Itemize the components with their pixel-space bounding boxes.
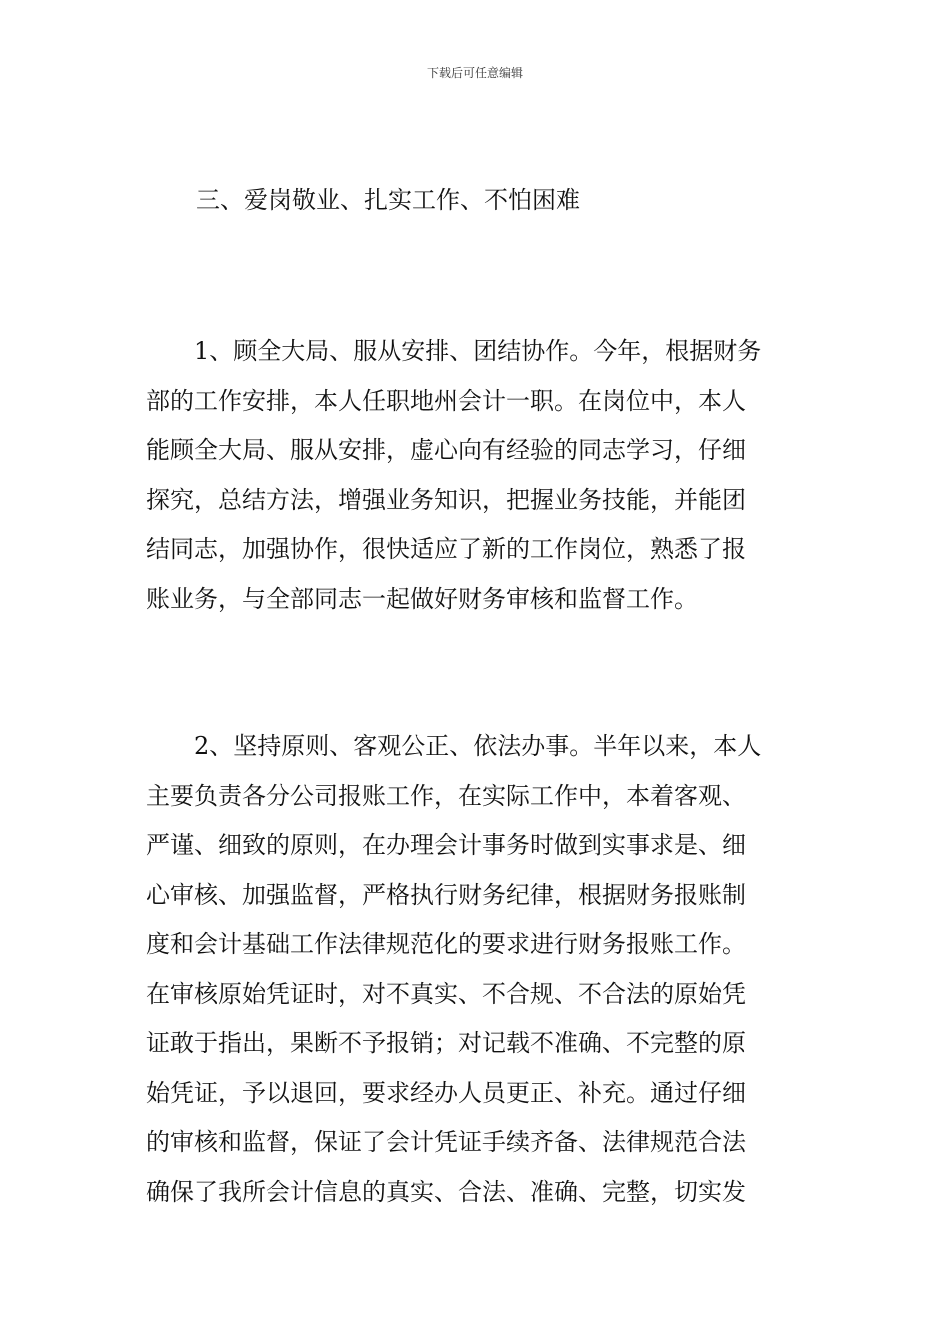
paragraph-line: 结同志，加强协作，很快适应了新的工作岗位，熟悉了报 (146, 535, 746, 563)
paragraph-line: 的审核和监督，保证了会计凭证手续齐备、法律规范合法 (146, 1128, 746, 1156)
paragraph-line: 确保了我所会计信息的真实、合法、准确、完整，切实发 (146, 1177, 746, 1206)
paragraph-line: 心审核、加强监督，严格执行财务纪律，根据财务报账制 (146, 880, 746, 909)
section-heading: 三、爱岗敬业、扎实工作、不怕困难 (196, 186, 580, 214)
paragraph-line: 主要负责各分公司报账工作，在实际工作中，本着客观、 (146, 781, 746, 810)
paragraph-line: 1、顾全大局、服从安排、团结协作。今年，根据财务 (194, 337, 762, 365)
paragraph-line: 能顾全大局、服从安排，虚心向有经验的同志学习，仔细 (146, 436, 746, 464)
paragraph-line: 在审核原始凭证时，对不真实、不合规、不合法的原始凭 (146, 979, 746, 1008)
page-header-note: 下载后可任意编辑 (426, 66, 523, 80)
paragraph-line: 账业务，与全部同志一起做好财务审核和监督工作。 (146, 584, 698, 613)
paragraph-line: 严谨、细致的原则，在办理会计事务时做到实事求是、细 (146, 831, 746, 859)
paragraph-1 (146, 327, 812, 624)
paragraph-line: 始凭证，予以退回，要求经办人员更正、补充。通过仔细 (146, 1078, 746, 1107)
paragraph-2 (146, 722, 812, 1217)
paragraph-line: 度和会计基础工作法律规范化的要求进行财务报账工作。 (146, 930, 746, 958)
paragraph-line: 2、坚持原则、客观公正、依法办事。半年以来，本人 (194, 732, 762, 760)
paragraph-line: 证敢于指出，果断不予报销；对记载不准确、不完整的原 (146, 1029, 746, 1057)
paragraph-line: 探究，总结方法，增强业务知识，把握业务技能，并能团 (146, 485, 746, 514)
paragraph-line: 部的工作安排，本人任职地州会计一职。在岗位中，本人 (146, 386, 746, 415)
